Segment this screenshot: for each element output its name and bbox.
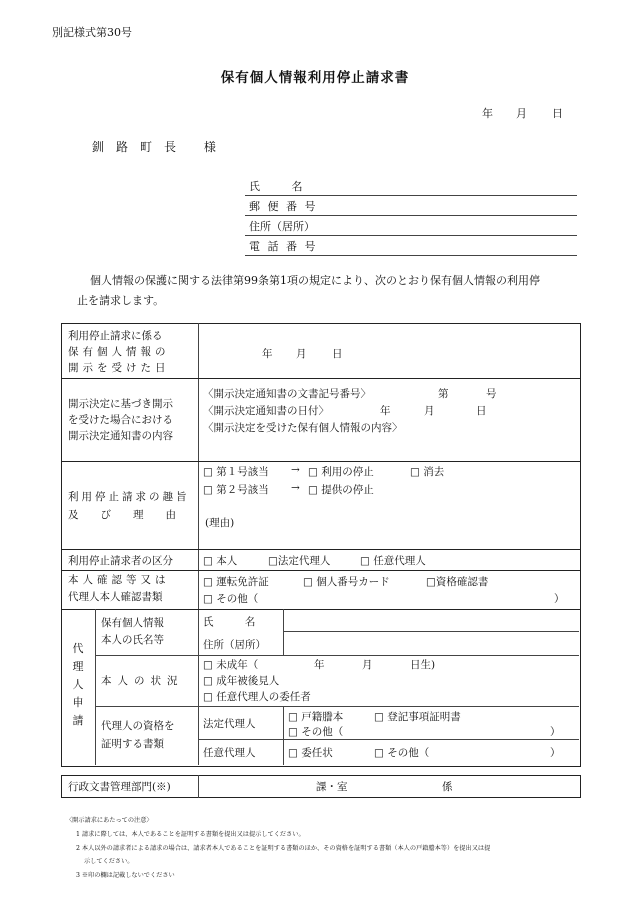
table-rule bbox=[61, 549, 581, 550]
notice-date-day[interactable]: 日 bbox=[476, 405, 487, 417]
notice-number-label: 〈開示決定通知書の文書記号番号〉 bbox=[203, 388, 371, 400]
voluntary-proxy-label bbox=[203, 745, 279, 760]
principal-info-label bbox=[101, 615, 191, 649]
notice-date-month[interactable]: 月 bbox=[424, 405, 435, 417]
erase-checkbox[interactable]: □ 消去 bbox=[410, 466, 445, 478]
notice-number-dai[interactable]: 第 bbox=[438, 388, 449, 400]
label-line: 本人確認等又は bbox=[68, 574, 170, 586]
arrow-icon: → bbox=[291, 482, 300, 494]
disclosure-date-label bbox=[68, 328, 192, 376]
legal-proxy-checkbox[interactable]: □法定代理人 bbox=[268, 555, 331, 567]
table-rule bbox=[198, 775, 199, 798]
proxy-application-label: 代理人申請 bbox=[72, 642, 84, 727]
disclosure-date-year[interactable]: 年 bbox=[262, 348, 273, 360]
requester-category-label: 利用停止請求者の区分 bbox=[68, 555, 173, 567]
applicant-address-label: 住所（居所） bbox=[249, 220, 315, 233]
birth-month[interactable]: 月 bbox=[362, 659, 373, 671]
self-checkbox[interactable]: □ 本人 bbox=[203, 555, 238, 567]
table-rule bbox=[198, 739, 579, 740]
label-line: 任意代理人 bbox=[203, 747, 256, 759]
table-rule bbox=[61, 378, 581, 379]
date-day: 日 bbox=[552, 107, 563, 120]
applicant-address-field[interactable] bbox=[245, 215, 577, 236]
note-2: 2 本人以外の請求者による請求の場合は、請求者本人であることを証明する書類のほか、その資格を証明する書類（本人の戸籍謄本等）を提出又は提 bbox=[76, 845, 491, 852]
power-of-attorney-checkbox[interactable]: □ 委任状 bbox=[288, 747, 333, 759]
table-rule bbox=[283, 609, 284, 655]
notice-number-go[interactable]: 号 bbox=[486, 388, 497, 400]
identity-other-close: ） bbox=[554, 593, 565, 605]
disclosure-date-month[interactable]: 月 bbox=[296, 348, 307, 360]
label-line: 保有個人情報の bbox=[68, 346, 170, 358]
label-line: を受けた場合における bbox=[68, 414, 173, 426]
legal-other-checkbox[interactable]: □ その他（ bbox=[288, 726, 344, 738]
qualification-cert-checkbox[interactable]: □資格確認書 bbox=[426, 576, 489, 588]
admin-dept-label: 行政文書管理部門(※) bbox=[68, 781, 171, 793]
voluntary-other-close: ） bbox=[550, 747, 561, 759]
admin-unit: 係 bbox=[442, 781, 453, 793]
label-line: 代理人本人確認書類 bbox=[68, 591, 163, 603]
label-line: 開示決定通知書の内容 bbox=[68, 430, 173, 442]
applicant-name-label: 氏 名 bbox=[249, 180, 317, 193]
document-title: 保有個人情報利用停止請求書 bbox=[220, 70, 410, 86]
proxy-qualification-label bbox=[101, 717, 191, 753]
note-3: 3 ※印の欄は記載しないでください bbox=[76, 872, 175, 879]
request-statement-line2: 止を請求します。 bbox=[77, 294, 165, 307]
label-line: 法定代理人 bbox=[203, 718, 256, 730]
identity-docs-label bbox=[68, 572, 192, 606]
table-rule bbox=[95, 655, 579, 656]
voluntary-other-checkbox[interactable]: □ その他（ bbox=[374, 747, 430, 759]
table-rule bbox=[283, 631, 579, 632]
drivers-license-checkbox[interactable]: □ 運転免許証 bbox=[203, 576, 269, 588]
family-register-checkbox[interactable]: □ 戸籍謄本 bbox=[288, 711, 344, 723]
purpose-reason-label bbox=[68, 488, 198, 524]
applicant-phone-label: 電 話 番 号 bbox=[249, 240, 318, 253]
addressee: 釧路町長 様 bbox=[92, 140, 228, 154]
minor-checkbox[interactable]: □ 未成年（ bbox=[203, 659, 259, 671]
mynumber-card-checkbox[interactable]: □ 個人番号カード bbox=[303, 576, 390, 588]
date-year: 年 bbox=[482, 107, 493, 120]
notes-heading: 〈開示請求にあたっての注意〉 bbox=[66, 817, 153, 824]
adult-guardian-checkbox[interactable]: □ 成年被後見人 bbox=[203, 675, 280, 687]
stop-use-checkbox[interactable]: □ 利用の停止 bbox=[308, 466, 374, 478]
reason-label: (理由) bbox=[205, 517, 235, 529]
notice-content-label bbox=[68, 396, 173, 444]
registry-cert-checkbox[interactable]: □ 登記事項証明書 bbox=[374, 711, 461, 723]
date-month: 月 bbox=[516, 107, 527, 120]
legal-proxy-label bbox=[203, 716, 279, 731]
table-rule bbox=[283, 706, 284, 765]
table-rule bbox=[95, 609, 96, 765]
applicant-name-field[interactable] bbox=[245, 175, 577, 196]
label-line: 代理人の資格を bbox=[101, 720, 175, 732]
label-line: 保有個人情報 bbox=[101, 617, 164, 629]
applicant-postal-field[interactable] bbox=[245, 195, 577, 216]
notice-date-label: 〈開示決定通知書の日付〉 bbox=[203, 405, 329, 417]
legal-other-close: ） bbox=[550, 726, 561, 738]
notice-info-content-label: 〈開示決定を受けた保有個人情報の内容〉 bbox=[203, 422, 403, 434]
birth-year[interactable]: 年 bbox=[314, 659, 325, 671]
admin-section: 課・室 bbox=[316, 781, 348, 793]
stop-provision-checkbox[interactable]: □ 提供の停止 bbox=[308, 484, 374, 496]
delegator-checkbox[interactable]: □ 任意代理人の委任者 bbox=[203, 691, 311, 703]
birth-day[interactable]: 日生) bbox=[410, 659, 436, 671]
form-number: 別記様式第30号 bbox=[52, 26, 132, 39]
label-line: 開示を受けた日 bbox=[68, 362, 170, 374]
table-rule bbox=[95, 706, 579, 707]
label-line: 及び理由 bbox=[68, 509, 198, 521]
label-line: 利用停止請求に係る bbox=[68, 330, 163, 342]
voluntary-proxy-checkbox[interactable]: □ 任意代理人 bbox=[360, 555, 426, 567]
table-rule bbox=[61, 570, 581, 571]
applicant-postal-label: 郵 便 番 号 bbox=[249, 200, 318, 213]
label-line: 開示決定に基づき開示 bbox=[68, 398, 173, 410]
label-line: 利用停止請求の趣旨 bbox=[68, 491, 190, 503]
identity-other-checkbox[interactable]: □ その他（ bbox=[203, 593, 259, 605]
article2-checkbox[interactable]: □ 第２号該当 bbox=[203, 484, 269, 496]
table-divider bbox=[198, 323, 199, 765]
principal-address-label: 住所（居所） bbox=[203, 639, 266, 651]
article1-checkbox[interactable]: □ 第１号該当 bbox=[203, 466, 269, 478]
table-rule bbox=[61, 461, 581, 462]
table-rule bbox=[61, 609, 581, 610]
label-line: 本人の状況 bbox=[101, 675, 184, 687]
notice-date-year[interactable]: 年 bbox=[380, 405, 391, 417]
applicant-phone-field[interactable] bbox=[245, 235, 577, 256]
principal-name-label: 氏 名 bbox=[203, 616, 270, 628]
disclosure-date-day[interactable]: 日 bbox=[332, 348, 343, 360]
note-1: 1 請求に際しては、本人であることを証明する書類を提出又は提示してください。 bbox=[76, 831, 305, 838]
arrow-icon: → bbox=[291, 464, 300, 476]
note-2-cont: 示してください。 bbox=[84, 858, 134, 865]
request-statement-line1: 個人情報の保護に関する法律第99条第1項の規定により、次のとおり保有個人情報の利用停 bbox=[90, 274, 540, 287]
label-line: 証明する書類 bbox=[101, 738, 164, 750]
principal-status-label bbox=[101, 673, 191, 688]
label-line: 本人の氏名等 bbox=[101, 634, 164, 646]
